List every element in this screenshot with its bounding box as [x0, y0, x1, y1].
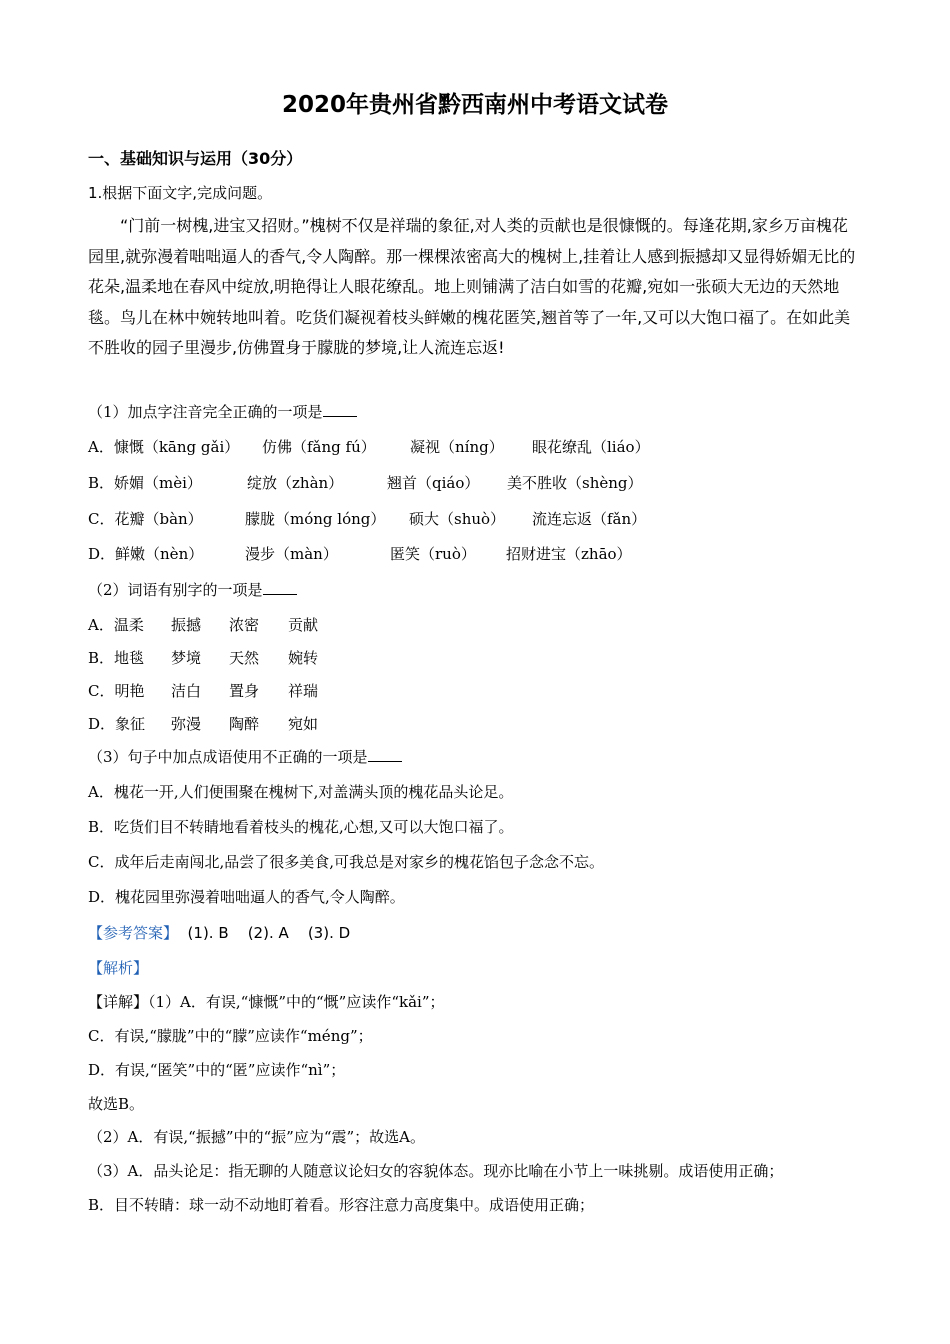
option-cell: 天然 — [229, 649, 260, 667]
option-cell: 流连忘返（fǎn） — [532, 510, 647, 528]
section-heading: 一、基础知识与运用（30分） — [88, 149, 303, 168]
sub3-option-a: A．槐花一开,人们便围聚在槐树下,对盖满头顶的槐花品头论足。 — [88, 783, 514, 801]
answer-line — [88, 922, 350, 943]
detail-line: C．有误,“朦胧”中的“朦”应读作“méng”； — [88, 1027, 373, 1045]
option-cell: 洁白 — [171, 682, 202, 700]
question-intro: 1.根据下面文字,完成问题。 — [88, 184, 273, 202]
option-cell: 仿佛（fǎng fú） — [262, 438, 376, 456]
sub-question-2 — [88, 579, 297, 600]
option-cell: 招财进宝（zhāo） — [506, 545, 632, 563]
answer-blank — [263, 580, 297, 595]
option-cell: 凝视（níng） — [410, 438, 504, 456]
document-title: 2020年贵州省黔西南州中考语文试卷 — [281, 92, 668, 118]
answer-blank — [323, 402, 357, 417]
option-cell: D．鲜嫩（nèn） — [88, 545, 204, 563]
option-cell: C．明艳 — [88, 682, 145, 700]
answer-blank — [368, 747, 402, 762]
detail-line: 故选B。 — [88, 1095, 145, 1113]
option-cell: 弥漫 — [171, 715, 202, 733]
option-cell: 绽放（zhàn） — [247, 474, 344, 492]
answer-label: 【参考答案】 — [88, 924, 179, 942]
option-cell: 置身 — [229, 682, 260, 700]
option-cell: 眼花缭乱（liáo） — [532, 438, 650, 456]
option-cell: 祥瑞 — [288, 682, 319, 700]
option-cell: 陶醉 — [229, 715, 260, 733]
sub-question-1 — [88, 401, 357, 422]
option-cell: 振撼 — [171, 616, 202, 634]
detail-line: （2）A．有误,“振撼”中的“振”应为“震”；故选A。 — [88, 1128, 425, 1146]
option-cell: 宛如 — [288, 715, 319, 733]
option-cell: 朦胧（móng lóng） — [245, 510, 386, 528]
option-cell: 婉转 — [288, 649, 319, 667]
sub-question-2-text: （2）词语有别字的一项是 — [88, 581, 263, 599]
sub3-option-c: C．成年后走南闯北,品尝了很多美食,可我总是对家乡的槐花馅包子念念不忘。 — [88, 853, 605, 871]
option-cell: 匿笑（ruò） — [390, 545, 476, 563]
sub-question-1-text: （1）加点字注音完全正确的一项是 — [88, 403, 323, 421]
reading-passage: “门前一树槐,进宝又招财。”槐树不仅是祥瑞的象征,对人类的贡献也是很慷慨的。每逢花期,家乡万亩槐花园里,就弥漫着咄咄逼人的香气,令人陶醉。那一棵棵浓密高大的槐树上,挂着让人感到振撼却又显得娇媚无比的花朵,温柔地在春风中绽放,明艳得让人眼花缭乱。地上则铺满了洁白如雪的花瓣,宛如一张硕大无边的天然地毯。鸟儿在林中婉转地叫着。吃货们凝视着枝头鲜嫩的槐花匿笑,翘首等了一年,又可以大饱口福了。在如此美不胜收的园子里漫步,仿佛置身于朦胧的梦境,让人流连忘返! — [88, 216, 856, 357]
answer-text: (1). B (2). A (3). D — [178, 924, 351, 942]
option-cell: B．地毯 — [88, 649, 145, 667]
option-cell: 浓密 — [229, 616, 260, 634]
sub-question-3 — [88, 746, 402, 767]
option-cell: D．象征 — [88, 715, 146, 733]
sub-question-3-text: （3）句子中加点成语使用不正确的一项是 — [88, 748, 368, 766]
option-cell: A．慷慨（kāng gǎi） — [88, 438, 240, 456]
analysis-label: 【解析】 — [88, 959, 149, 977]
detail-line: B．目不转睛：球一动不动地盯着看。形容注意力高度集中。成语使用正确； — [88, 1196, 595, 1214]
option-cell: A．温柔 — [88, 616, 144, 634]
option-cell: C．花瓣（bàn） — [88, 510, 203, 528]
detail-line: 【详解】（1）A．有误,“慷慨”中的“慨”应读作“kǎi”； — [88, 993, 445, 1011]
sub3-option-d: D．槐花园里弥漫着咄咄逼人的香气,令人陶醉。 — [88, 888, 405, 906]
option-cell: 贡献 — [288, 616, 319, 634]
option-cell: 翘首（qiáo） — [387, 474, 480, 492]
option-cell: B．娇媚（mèi） — [88, 474, 202, 492]
option-cell: 漫步（màn） — [245, 545, 338, 563]
option-cell: 美不胜收（shèng） — [507, 474, 643, 492]
option-cell: 梦境 — [171, 649, 202, 667]
detail-line: D．有误,“匿笑”中的“匿”应读作“nì”； — [88, 1061, 346, 1079]
sub3-option-b: B．吃货们目不转睛地看着枝头的槐花,心想,又可以大饱口福了。 — [88, 818, 514, 836]
option-cell: 硕大（shuò） — [409, 510, 506, 528]
detail-line: （3）A．品头论足：指无聊的人随意议论妇女的容貌体态。现亦比喻在小节上一味挑剔。成语使用正确； — [88, 1162, 784, 1180]
